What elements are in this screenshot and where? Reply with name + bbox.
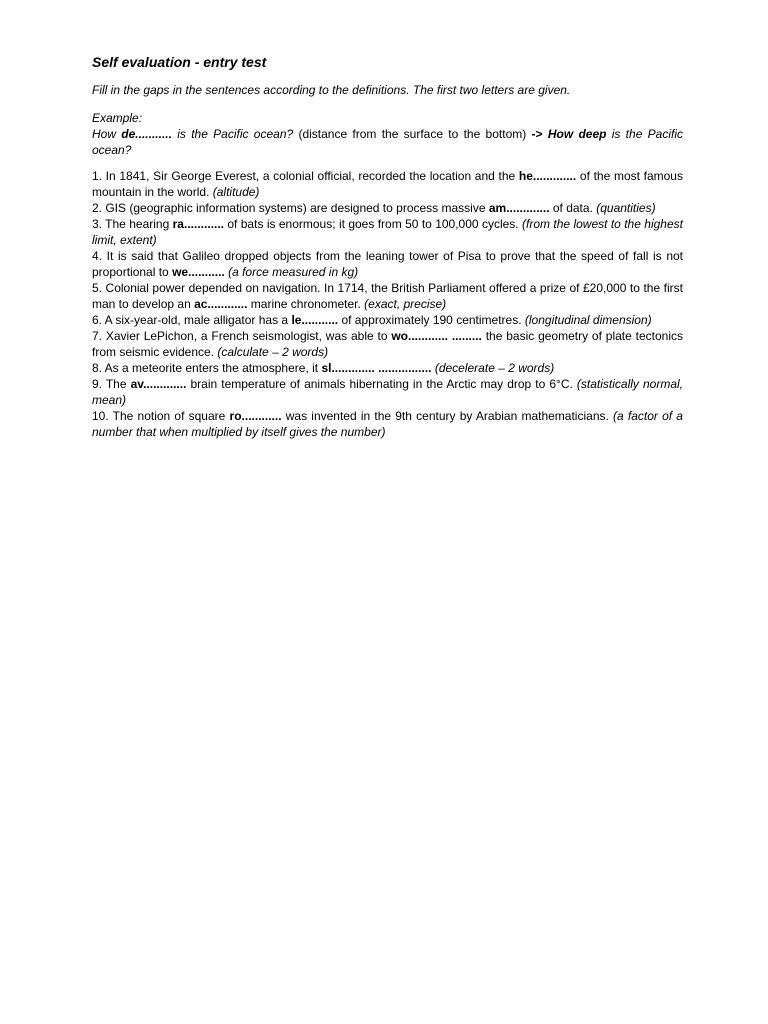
item-text-after: of approximately 190 centimetres.: [338, 313, 525, 327]
item-gap: am.............: [488, 201, 550, 215]
exercise-item: [92, 376, 683, 408]
exercise-item: [92, 200, 683, 216]
exercise-item: [92, 312, 683, 328]
example-answer: How deep: [547, 127, 607, 141]
item-text-before: 9. The: [92, 377, 131, 391]
example-arrow: ->: [531, 127, 543, 141]
example-gap: de...........: [121, 127, 172, 141]
item-gap: ro............: [229, 409, 282, 423]
item-text-after: was invented in the 9th century by Arabian mathematicians.: [281, 409, 614, 423]
exercise-item: [92, 280, 683, 312]
item-hint: (a force measured in kg): [228, 265, 359, 279]
item-hint: (quantities): [596, 201, 656, 215]
exercise-item: [92, 328, 683, 360]
item-hint: (a factor of a number that when multiplied by itself gives the number): [92, 409, 683, 439]
item-text-after: of the most famous mountain in the world.: [92, 169, 683, 199]
example-question-end: is the Pacific ocean?: [171, 127, 294, 141]
item-hint: (longitudinal dimension): [524, 313, 652, 327]
item-text-after: of data.: [549, 201, 597, 215]
item-hint: (from the lowest to the highest limit, extent): [92, 217, 683, 247]
item-text-before: 1. In 1841, Sir George Everest, a colonial official, recorded the location and the: [92, 169, 519, 183]
item-hint: (altitude): [212, 185, 260, 199]
item-text-after: marine chronometer.: [247, 297, 365, 311]
item-text-after: brain temperature of animals hibernating in the Arctic may drop to 6°C.: [186, 377, 577, 391]
item-hint: (decelerate – 2 words): [434, 361, 555, 375]
exercise-item: [92, 216, 683, 248]
example-block: [92, 110, 683, 158]
exercise-item: [92, 360, 683, 376]
instructions: Fill in the gaps in the sentences according to the definitions. The first two letters are given.: [92, 83, 571, 97]
page-title: Self evaluation - entry test: [92, 54, 267, 70]
item-text-before: 6. A six-year-old, male alligator has a: [92, 313, 292, 327]
item-gap: av.............: [130, 377, 187, 391]
item-gap: ra............: [172, 217, 224, 231]
example-definition: (distance from the surface to the bottom): [293, 127, 532, 141]
item-hint: (calculate – 2 words): [217, 345, 329, 359]
item-gap: he.............: [518, 169, 577, 183]
item-gap: we...........: [172, 265, 225, 279]
exercise-item: [92, 168, 683, 200]
item-gap: le...........: [291, 313, 339, 327]
item-text-before: 7. Xavier LePichon, a French seismologist, was able to: [92, 329, 392, 343]
item-text-before: 4. It is said that Galileo dropped objects from the leaning tower of Pisa to prove that the speed of fall is not proportional to: [92, 249, 683, 279]
item-gap: ac............: [194, 297, 248, 311]
example-answer-end: is the Pacific ocean?: [92, 127, 683, 157]
item-text-before: 5. Colonial power depended on navigation. In 1714, the British Parliament offered a prize of £20,000 to the first man to develop an: [92, 281, 683, 311]
item-gap: sl............. ................: [321, 361, 432, 375]
item-text-after: of bats is enormous; it goes from 50 to 100,000 cycles.: [224, 217, 523, 231]
worksheet: [92, 54, 683, 440]
item-text-after: the basic geometry of plate tectonics from seismic evidence.: [92, 329, 683, 359]
item-hint: (exact, precise): [364, 297, 447, 311]
item-gap: wo............ .........: [391, 329, 482, 343]
example-label: Example:: [92, 111, 143, 125]
exercise-item: [92, 248, 683, 280]
item-text-before: 2. GIS (geographic information systems) are designed to process massive: [92, 201, 489, 215]
item-text-before: 10. The notion of square: [92, 409, 230, 423]
example-question-start: How: [92, 127, 122, 141]
item-text-before: 3. The hearing: [92, 217, 173, 231]
example-sentence: [92, 126, 683, 158]
exercise-item: [92, 408, 683, 440]
exercise-list: [92, 168, 683, 440]
item-text-before: 8. As a meteorite enters the atmosphere, it: [92, 361, 322, 375]
item-hint: (statistically normal, mean): [92, 377, 683, 407]
